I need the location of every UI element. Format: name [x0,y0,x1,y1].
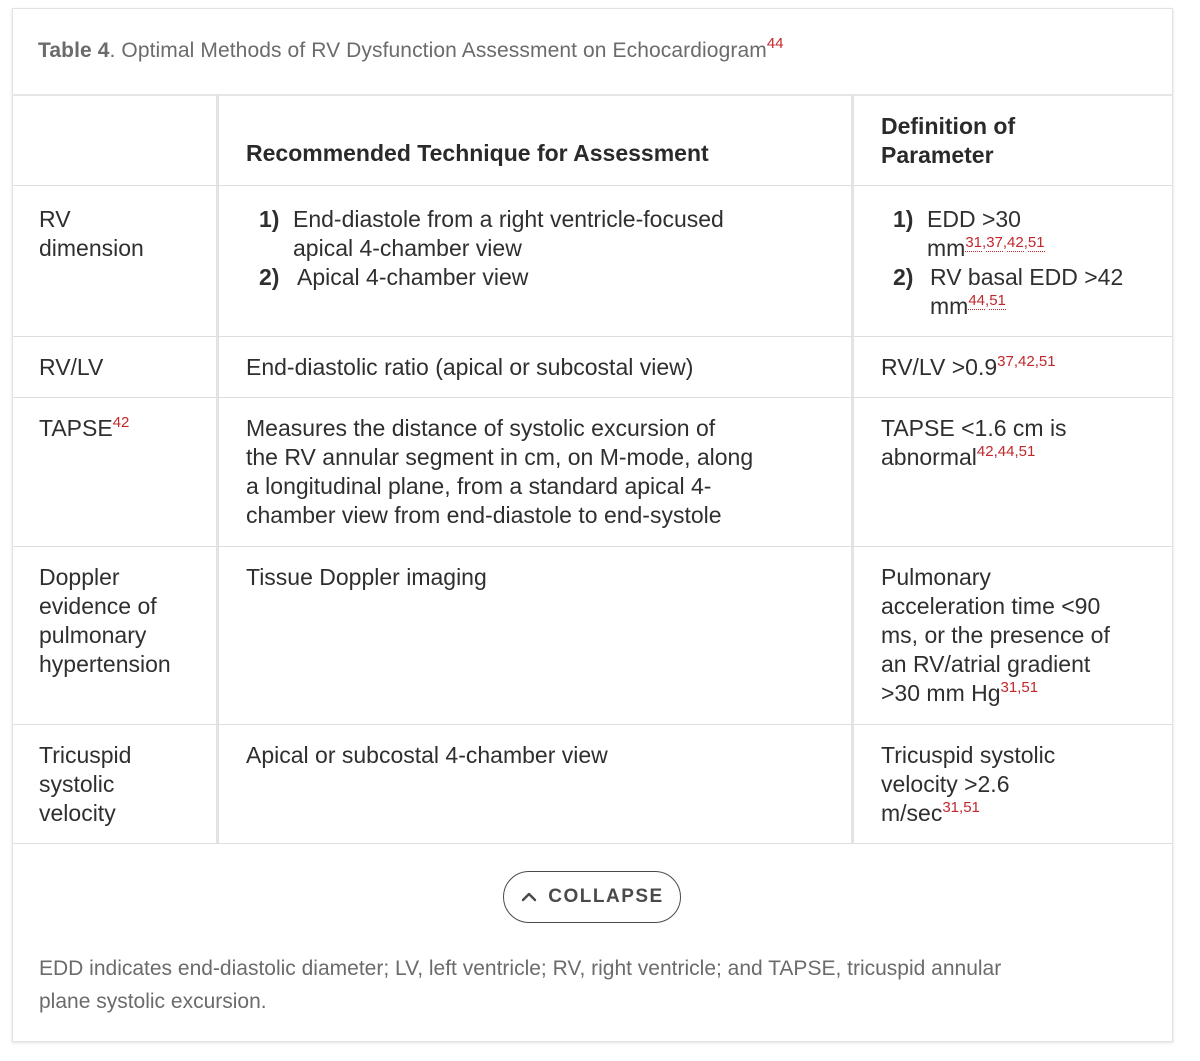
row-definition: Tricuspid systolic velocity >2.6 m/sec$^{31,51}$ [881,742,1056,826]
table-row [13,337,1172,398]
row-parameter: RV dimension [39,206,144,261]
caption-label: Table 4 [38,39,110,62]
row-technique: Apical or subcostal 4-chamber view [246,742,608,768]
row-parameter: TAPSE$^{42}$ [39,414,130,441]
table-row [13,547,1172,725]
row-definition: RV/LV >0.9$^{37,42,51}$ [881,353,1056,380]
row-technique: Tissue Doppler imaging [246,564,487,590]
row-technique: End-diastolic ratio (apical or subcostal view) [246,354,694,380]
list-item: 1) EDD >30 mm$^{31,37,42,51}$ [893,206,1045,261]
collapse-label: COLLAPSE [548,886,664,907]
header-definition: Definition of Parameter [881,113,1016,168]
table-row [13,725,1172,844]
row-technique: Measures the distance of systolic excursion of the RV annular segment in cm, on M-mode, along a longitudinal plane, from a standard apical 4- chamber view from end-diastole to end-systole [246,415,754,528]
reference-link[interactable]: 31,51 [1000,679,1039,696]
row-parameter: RV/LV [39,354,104,380]
caption-text: . Optimal Methods of RV Dysfunction Assessment on Echocardiogram [109,39,767,62]
table-caption [38,35,784,63]
row-parameter: Doppler evidence of pulmonary hypertension [39,564,171,677]
reference-link[interactable]: 42 [112,414,130,431]
collapse-button[interactable] [503,871,681,923]
reference-link[interactable]: 31,37,42,51 [965,234,1045,251]
header-technique: Recommended Technique for Assessment [246,140,709,166]
table-card [12,8,1173,1042]
caption-ref-link[interactable]: 44 [766,35,784,52]
chevron-up-icon [520,890,538,904]
reference-link[interactable]: 44,51 [968,292,1006,309]
list-item: 2) RV basal EDD >42 mm$^{44,51}$ [893,264,1124,319]
reference-link[interactable]: 37,42,51 [997,353,1056,370]
table-footnote: EDD indicates end-diastolic diameter; LV, left ventricle; RV, right ventricle; and TAPSE, tricuspid annular plane systolic excursion. [39,957,1002,1013]
reference-link[interactable]: 42,44,51 [976,443,1036,460]
table-header-row [13,94,1172,186]
row-parameter: Tricuspid systolic velocity [39,742,132,826]
table-row [13,186,1172,337]
row-definition: TAPSE <1.6 cm is abnormal$^{42,44,51}$ [881,415,1067,470]
reference-link[interactable]: 31,51 [942,799,980,816]
row-definition: Pulmonary acceleration time <90 ms, or the presence of an RV/atrial gradient >30 mm Hg$^{31,51}$ [881,564,1110,706]
list-item: 1) End-diastole from a right ventricle-focused apical 4-chamber view [259,206,724,261]
table-row [13,398,1172,547]
list-item: 2) Apical 4-chamber view [259,264,529,290]
row-definition-list [893,205,1183,321]
row-technique-list [259,205,859,292]
